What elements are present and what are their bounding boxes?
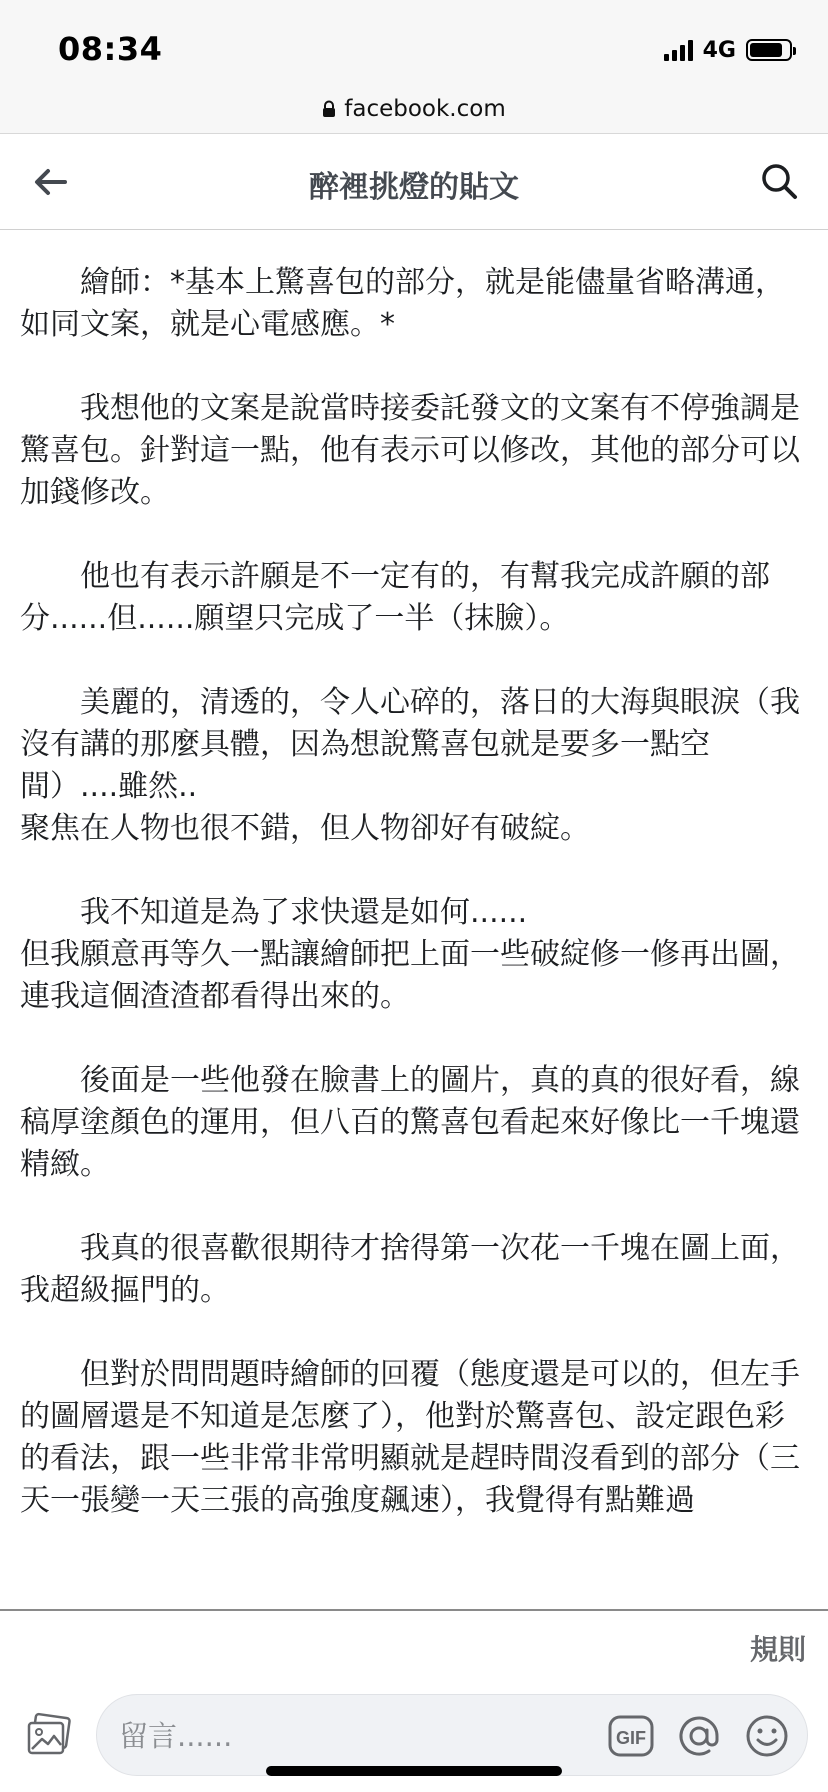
photo-icon (26, 1712, 72, 1758)
search-icon (760, 162, 798, 200)
home-indicator (266, 1766, 562, 1776)
network-type: 4G (702, 37, 736, 63)
battery-level (750, 43, 782, 57)
post-body (0, 230, 828, 1610)
post-paragraph: 但對於問問題時繪師的回覆（態度還是可以的，但左手的圖層還是不知道是怎麼了），他對於驚喜包、設定跟色彩的看法，跟一些非常非常明顯就是趕時間沒看到的部分（三天一張變一天三張的高強度飆速），我覺得有點難過 (20, 1357, 800, 1518)
comment-box (96, 1694, 808, 1776)
add-photo-button[interactable] (24, 1710, 74, 1760)
status-indicators (664, 36, 792, 64)
comment-input[interactable] (119, 1714, 499, 1758)
cellular-signal-icon (664, 39, 693, 61)
lock-icon (322, 100, 336, 118)
post-paragraph: 他也有表示許願是不一定有的，有幫我完成許願的部分......但......願望只完成了一半（抹臉）。 (20, 559, 770, 636)
at-mention-icon (675, 1712, 723, 1760)
emoji-button[interactable] (743, 1712, 791, 1760)
gif-icon (607, 1712, 655, 1760)
mention-button[interactable] (675, 1712, 723, 1760)
gif-button[interactable] (607, 1712, 655, 1760)
svg-text:GIF: GIF (616, 1728, 646, 1748)
page-title: 醉裡挑燈的貼文 (309, 170, 519, 205)
rules-link[interactable]: 規則 (749, 1633, 806, 1666)
post-paragraph: 我不知道是為了求快還是如何...... 但我願意再等久一點讓繪師把上面一些破綻修一修再出圖，連我這個渣渣都看得出來的。 (20, 895, 800, 1014)
url-text: facebook.com (344, 95, 506, 122)
divider (0, 1609, 828, 1611)
post-paragraph: 繪師：*基本上驚喜包的部分，就是能儘量省略溝通，如同文案，就是心電感應。* (20, 265, 785, 342)
status-bar (0, 0, 828, 92)
post-paragraph: 我真的很喜歡很期待才捨得第一次花一千塊在圖上面，我超級摳門的。 (20, 1231, 800, 1308)
emoji-icon (743, 1712, 791, 1760)
battery-icon (746, 39, 792, 61)
url-bar[interactable] (0, 84, 828, 134)
post-paragraph: 後面是一些他發在臉書上的圖片，真的真的很好看，線稿厚塗顏色的運用，但八百的驚喜包看起來好像比一千塊還精緻。 (20, 1063, 800, 1182)
nav-bar (0, 134, 828, 230)
post-paragraph: 美麗的，清透的，令人心碎的，落日的大海與眼淚（我沒有講的那麼具體，因為想說驚喜包就是要多一點空間）....雖然.. 聚焦在人物也很不錯，但人物卻好有破綻。 (20, 685, 800, 846)
post-paragraph: 我想他的文案是說當時接委託發文的文案有不停強調是驚喜包。針對這一點，他有表示可以修改，其他的部分可以加錢修改。 (20, 391, 800, 510)
status-time: 08:34 (58, 30, 163, 68)
search-button[interactable] (756, 158, 802, 204)
